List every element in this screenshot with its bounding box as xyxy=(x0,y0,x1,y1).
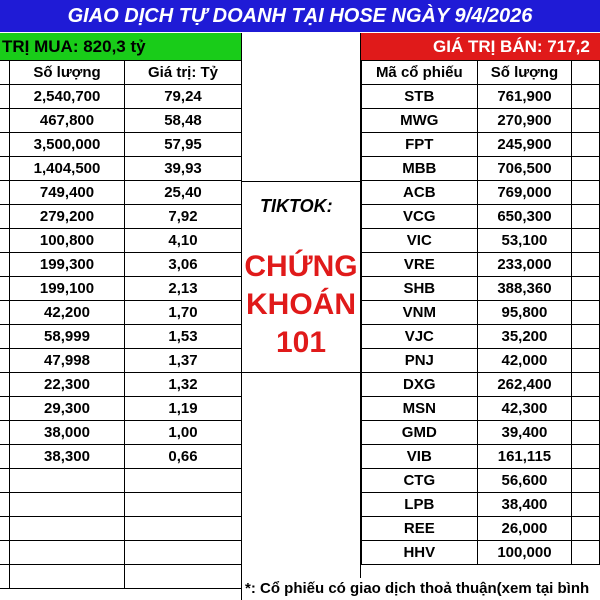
buy-value-cell: 3,06 xyxy=(125,253,242,277)
buy-ticker-cell xyxy=(0,421,10,445)
sell-ticker-cell: DXG xyxy=(362,373,478,397)
table-row xyxy=(362,541,600,565)
buy-ticker-cell xyxy=(0,325,10,349)
table-row xyxy=(362,469,600,493)
sell-volume-cell: 95,800 xyxy=(477,301,572,325)
buy-col-value-header: Giá trị: Tỷ xyxy=(125,61,242,85)
buy-col-ticker-header xyxy=(0,61,10,85)
table-row xyxy=(362,157,600,181)
sell-volume-cell: 42,300 xyxy=(477,397,572,421)
sell-value-cell xyxy=(572,469,600,493)
buy-volume-cell: 1,404,500 xyxy=(10,157,125,181)
table-row xyxy=(362,301,600,325)
table-row xyxy=(0,277,242,301)
brand-line-1: CHỨNG xyxy=(244,250,358,283)
table-row xyxy=(0,301,242,325)
buy-volume-cell: 467,800 xyxy=(10,109,125,133)
sell-ticker-cell: VIC xyxy=(362,229,478,253)
buy-value-cell xyxy=(125,565,242,589)
sell-volume-cell: 100,000 xyxy=(477,541,572,565)
buy-volume-cell xyxy=(10,469,125,493)
table-row xyxy=(0,157,242,181)
buy-value-cell: 4,10 xyxy=(125,229,242,253)
table-row xyxy=(0,493,242,517)
sell-volume-cell: 35,200 xyxy=(477,325,572,349)
divider-right xyxy=(360,33,361,578)
brand-line-2: KHOÁN xyxy=(246,288,356,321)
table-row xyxy=(362,517,600,541)
sell-value-cell xyxy=(572,277,600,301)
buy-volume-cell xyxy=(10,541,125,565)
sell-ticker-cell: SHB xyxy=(362,277,478,301)
table-row xyxy=(362,229,600,253)
buy-volume-cell: 749,400 xyxy=(10,181,125,205)
sell-volume-cell: 38,400 xyxy=(477,493,572,517)
buy-ticker-cell xyxy=(0,349,10,373)
report-title: GIAO DỊCH TỰ DOANH TẠI HOSE NGÀY 9/4/2026 xyxy=(0,0,600,32)
buy-value-cell xyxy=(125,541,242,565)
sell-col-volume-header: Số lượng xyxy=(477,61,572,85)
sell-ticker-cell: VIB xyxy=(362,445,478,469)
buy-volume-cell: 2,540,700 xyxy=(10,85,125,109)
buy-volume-cell: 58,999 xyxy=(10,325,125,349)
promo-panel xyxy=(242,181,360,373)
sell-value-cell xyxy=(572,421,600,445)
table-row xyxy=(0,325,242,349)
buy-col-volume-header: Số lượng xyxy=(10,61,125,85)
buy-volume-cell: 42,200 xyxy=(10,301,125,325)
brand-line-3: 101 xyxy=(275,326,327,359)
table-row xyxy=(0,421,242,445)
buy-total-header: TRỊ MUA: 820,3 tỷ xyxy=(0,33,241,60)
sell-volume-cell: 262,400 xyxy=(477,373,572,397)
sell-ticker-cell: ACB xyxy=(362,181,478,205)
sell-ticker-cell: VNM xyxy=(362,301,478,325)
buy-ticker-cell xyxy=(0,205,10,229)
buy-ticker-cell xyxy=(0,109,10,133)
sell-value-cell xyxy=(572,325,600,349)
table-row xyxy=(0,349,242,373)
table-row xyxy=(362,253,600,277)
buy-volume-cell: 29,300 xyxy=(10,397,125,421)
table-row xyxy=(0,109,242,133)
buy-ticker-cell xyxy=(0,565,10,589)
brand-name xyxy=(242,248,360,362)
buy-value-cell: 1,53 xyxy=(125,325,242,349)
sell-ticker-cell: LPB xyxy=(362,493,478,517)
sell-value-cell xyxy=(572,229,600,253)
buy-value-cell: 0,66 xyxy=(125,445,242,469)
sell-col-value-header xyxy=(572,61,600,85)
buy-value-cell: 7,92 xyxy=(125,205,242,229)
table-row xyxy=(0,397,242,421)
buy-value-cell xyxy=(125,469,242,493)
sell-ticker-cell: PNJ xyxy=(362,349,478,373)
sell-volume-cell: 650,300 xyxy=(477,205,572,229)
sell-ticker-cell: VJC xyxy=(362,325,478,349)
buy-volume-cell: 199,100 xyxy=(10,277,125,301)
sell-volume-cell: 245,900 xyxy=(477,133,572,157)
sell-volume-cell: 769,000 xyxy=(477,181,572,205)
sell-volume-cell: 388,360 xyxy=(477,277,572,301)
buy-value-cell xyxy=(125,493,242,517)
footnote: *: Cổ phiếu có giao dịch thoả thuận(xem tại bình xyxy=(245,580,590,597)
buy-volume-cell xyxy=(10,565,125,589)
buy-ticker-cell xyxy=(0,157,10,181)
table-row xyxy=(0,133,242,157)
sell-volume-cell: 26,000 xyxy=(477,517,572,541)
buy-value-cell: 57,95 xyxy=(125,133,242,157)
sell-table-header-row xyxy=(362,61,600,85)
sell-volume-cell: 270,900 xyxy=(477,109,572,133)
table-row xyxy=(362,349,600,373)
sell-ticker-cell: MSN xyxy=(362,397,478,421)
sell-ticker-cell: STB xyxy=(362,85,478,109)
buy-ticker-cell xyxy=(0,397,10,421)
table-row xyxy=(0,229,242,253)
sell-ticker-cell: REE xyxy=(362,517,478,541)
table-row xyxy=(0,181,242,205)
sell-volume-cell: 42,000 xyxy=(477,349,572,373)
buy-volume-cell: 47,998 xyxy=(10,349,125,373)
buy-volume-cell: 100,800 xyxy=(10,229,125,253)
sell-total-header: GIÁ TRỊ BÁN: 717,2 xyxy=(361,33,600,60)
sell-volume-cell: 233,000 xyxy=(477,253,572,277)
buy-value-cell: 25,40 xyxy=(125,181,242,205)
buy-value-cell: 1,70 xyxy=(125,301,242,325)
table-row xyxy=(362,277,600,301)
table-row xyxy=(0,373,242,397)
buy-volume-cell: 279,200 xyxy=(10,205,125,229)
tiktok-label: TIKTOK: xyxy=(260,196,333,216)
sell-value-cell xyxy=(572,397,600,421)
sell-col-ticker-header: Mã cổ phiếu xyxy=(362,61,478,85)
sell-value-cell xyxy=(572,109,600,133)
buy-value-cell: 39,93 xyxy=(125,157,242,181)
sell-value-cell xyxy=(572,493,600,517)
table-row xyxy=(0,469,242,493)
buy-volume-cell xyxy=(10,493,125,517)
sell-ticker-cell: MWG xyxy=(362,109,478,133)
sell-value-cell xyxy=(572,181,600,205)
sell-ticker-cell: GMD xyxy=(362,421,478,445)
sell-value-cell xyxy=(572,253,600,277)
table-row xyxy=(0,445,242,469)
buy-volume-cell: 3,500,000 xyxy=(10,133,125,157)
sell-volume-cell: 53,100 xyxy=(477,229,572,253)
sell-volume-cell: 706,500 xyxy=(477,157,572,181)
sell-ticker-cell: HHV xyxy=(362,541,478,565)
table-row xyxy=(362,85,600,109)
table-row xyxy=(362,133,600,157)
buy-ticker-cell xyxy=(0,445,10,469)
buy-value-cell: 1,32 xyxy=(125,373,242,397)
buy-ticker-cell xyxy=(0,517,10,541)
sell-ticker-cell: FPT xyxy=(362,133,478,157)
buy-ticker-cell xyxy=(0,85,10,109)
table-row xyxy=(0,565,242,589)
sell-volume-cell: 161,115 xyxy=(477,445,572,469)
table-row xyxy=(0,205,242,229)
sell-value-cell xyxy=(572,301,600,325)
sell-ticker-cell: VRE xyxy=(362,253,478,277)
buy-value-cell: 79,24 xyxy=(125,85,242,109)
buy-ticker-cell xyxy=(0,469,10,493)
sell-ticker-cell: MBB xyxy=(362,157,478,181)
table-row xyxy=(362,325,600,349)
sell-ticker-cell: VCG xyxy=(362,205,478,229)
buy-value-cell: 1,00 xyxy=(125,421,242,445)
buy-value-cell: 1,37 xyxy=(125,349,242,373)
buy-ticker-cell xyxy=(0,373,10,397)
buy-value-cell xyxy=(125,517,242,541)
sell-value-cell xyxy=(572,349,600,373)
buy-table xyxy=(0,60,242,589)
buy-value-cell: 58,48 xyxy=(125,109,242,133)
table-row xyxy=(362,373,600,397)
sell-table xyxy=(361,60,600,565)
table-row xyxy=(362,181,600,205)
sell-value-cell xyxy=(572,517,600,541)
buy-ticker-cell xyxy=(0,277,10,301)
sell-value-cell xyxy=(572,205,600,229)
sell-value-cell xyxy=(572,85,600,109)
buy-ticker-cell xyxy=(0,253,10,277)
sell-value-cell xyxy=(572,157,600,181)
sell-value-cell xyxy=(572,541,600,565)
buy-ticker-cell xyxy=(0,541,10,565)
table-row xyxy=(362,421,600,445)
sell-volume-cell: 39,400 xyxy=(477,421,572,445)
buy-value-cell: 1,19 xyxy=(125,397,242,421)
buy-volume-cell: 199,300 xyxy=(10,253,125,277)
table-row xyxy=(362,205,600,229)
buy-volume-cell: 38,300 xyxy=(10,445,125,469)
sell-value-cell xyxy=(572,373,600,397)
buy-ticker-cell xyxy=(0,133,10,157)
table-row xyxy=(362,445,600,469)
table-row xyxy=(0,517,242,541)
buy-ticker-cell xyxy=(0,229,10,253)
table-row xyxy=(0,541,242,565)
table-row xyxy=(362,397,600,421)
buy-ticker-cell xyxy=(0,301,10,325)
sell-value-cell xyxy=(572,133,600,157)
sell-volume-cell: 761,900 xyxy=(477,85,572,109)
sell-volume-cell: 56,600 xyxy=(477,469,572,493)
buy-ticker-cell xyxy=(0,493,10,517)
buy-volume-cell xyxy=(10,517,125,541)
buy-volume-cell: 22,300 xyxy=(10,373,125,397)
table-row xyxy=(362,493,600,517)
buy-value-cell: 2,13 xyxy=(125,277,242,301)
buy-table-header-row xyxy=(0,61,242,85)
table-row xyxy=(0,85,242,109)
sell-value-cell xyxy=(572,445,600,469)
buy-ticker-cell xyxy=(0,181,10,205)
sell-ticker-cell: CTG xyxy=(362,469,478,493)
buy-volume-cell: 38,000 xyxy=(10,421,125,445)
table-row xyxy=(362,109,600,133)
table-row xyxy=(0,253,242,277)
